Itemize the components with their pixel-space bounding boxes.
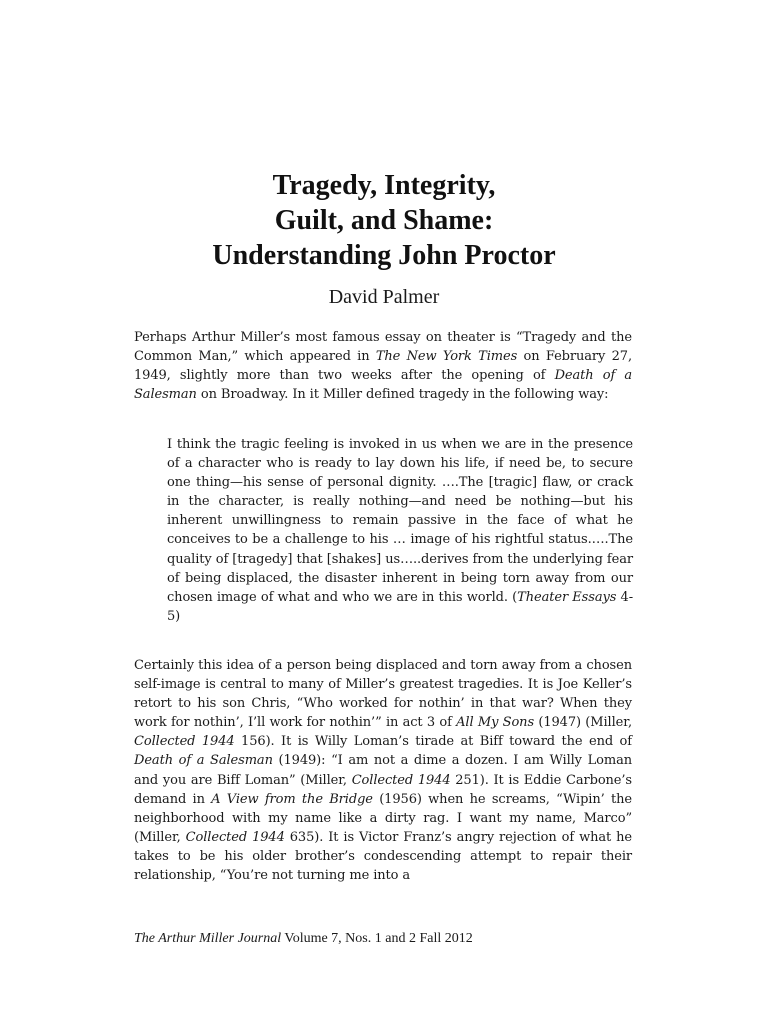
title-line-2: Guilt, and Shame: [274,205,494,236]
text-run: (1956) when he screams, “Wipin’ the neighborhood with my name like a dirty rag. I want my name, Marco” (Miller, [134,791,632,845]
title-line-1: Tragedy, Integrity, [272,170,496,201]
text-run: on Broadway. In it Miller defined tragedy in the following way: [196,387,609,403]
text-run: on February 27, 1949, slightly more than two weeks after the opening of [134,349,632,384]
article-title [134,168,634,273]
block-quote [167,435,633,626]
italic-title: Collected 1944 [134,734,235,750]
italic-title: Theater Essays [517,589,617,605]
italic-title: The New York Times [375,349,518,365]
text-run: 4-5) [167,589,633,624]
author-name: David Palmer [328,286,440,308]
italic-title: Collected 1944 [351,772,451,788]
italic-title: Death of a Salesman [134,753,273,769]
article-page [134,0,634,1024]
journal-footer [134,930,634,948]
italic-title: Collected 1944 [185,829,285,845]
title-line-3: Understanding John Proctor [212,240,556,271]
text-run: 156). It is Willy Loman’s tirade at Biff toward the end of [234,734,632,750]
paragraph-intro [134,328,632,404]
journal-issue: Volume 7, Nos. 1 and 2 Fall 2012 [281,931,473,946]
text-run: Certainly this idea of a person being displaced and torn away from a chosen self-image is central to many of Miller’s greatest tragedies. It is Joe Keller’s retort to his son Chris, “Who worked for nothin’ in that war? When they work for nothin’, I’ll work for nothin’” in act 3 of [134,658,632,731]
italic-title: Death of a Salesman [134,368,632,403]
text-run: Perhaps Arthur Miller’s most famous essay on theater is “Tragedy and the Common Man,” which appeared in [134,330,632,365]
italic-title: A View from the Bridge [211,791,373,807]
text-run: 251). It is Eddie Carbone’s demand in [134,772,633,807]
text-run: 635). It is Victor Franz’s angry rejection of what he takes to be his older brother’s condescending attempt to repair their relationship, “You’re not turning me into a [134,829,632,884]
paragraph-body [134,656,632,885]
text-run: (1949): “I am not a dime a dozen. I am Willy Loman and you are Biff Loman” (Miller, [134,753,632,788]
journal-name: The Arthur Miller Journal [134,931,282,946]
text-run: (1947) (Miller, [534,715,632,731]
italic-title: All My Sons [456,715,535,731]
text-run: I think the tragic feeling is invoked in us when we are in the presence of a character who is ready to lay down his life, if need be, to secure one thing—his sense of personal dignity. ….The [tragic] flaw, or crack in the character, is really nothing—and need be nothing—but his inherent unwillingness to remain passive in the face of what he conceives to be a challenge to his … image of his rightful status.….The quality of [tragedy] that [shakes] us…..derives from the underlying fear of being displaced, the disaster inherent in being torn away from our chosen image of what and who we are in this world. ( [167,437,633,605]
